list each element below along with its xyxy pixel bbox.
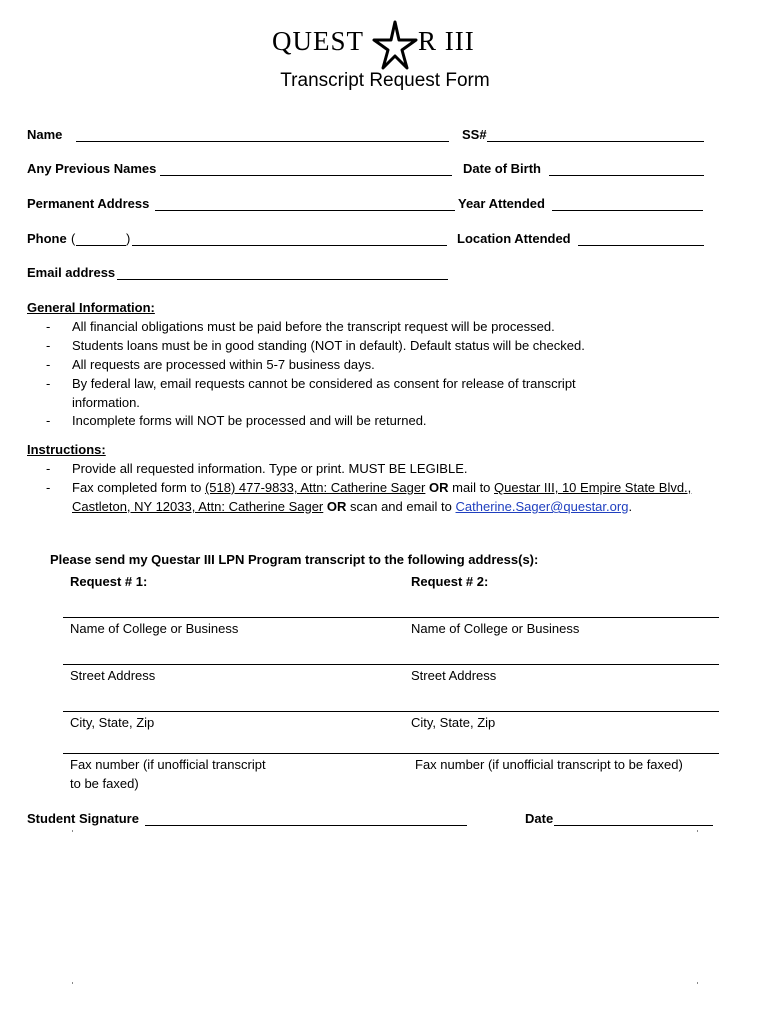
period: . bbox=[628, 499, 633, 514]
area-code-field[interactable] bbox=[76, 245, 126, 246]
instructions-heading: Instructions: bbox=[27, 442, 106, 457]
mail-address-line1: Questar III, 10 Empire State Blvd., bbox=[494, 480, 692, 495]
address-label: Permanent Address bbox=[27, 196, 150, 211]
logo-text-left: QUEST bbox=[272, 26, 364, 56]
city-2-label: City, State, Zip bbox=[411, 715, 496, 730]
questar-logo bbox=[272, 20, 496, 70]
college-1-label: Name of College or Business bbox=[70, 621, 239, 636]
general-info-heading: General Information: bbox=[27, 300, 155, 315]
location-attended-label: Location Attended bbox=[457, 231, 571, 246]
general-item: All requests are processed within 5-7 business days. bbox=[72, 357, 375, 372]
general-item: Incomplete forms will NOT be processed and will be returned. bbox=[72, 413, 427, 428]
request-2-label: Request # 2: bbox=[411, 574, 489, 589]
general-item: By federal law, email requests cannot be considered as consent for release of transcript bbox=[72, 376, 576, 391]
street-1-label: Street Address bbox=[70, 668, 156, 683]
divider bbox=[63, 711, 719, 712]
send-heading: Please send my Questar III LPN Program transcript to the following address(s): bbox=[50, 552, 539, 567]
corner-mark bbox=[72, 830, 73, 832]
divider bbox=[63, 753, 719, 754]
instruction-fax-line bbox=[72, 480, 691, 495]
phone-paren-close: ) bbox=[126, 231, 131, 246]
general-item: Students loans must be in good standing (NOT in default). Default status will be checked. bbox=[72, 338, 585, 353]
previous-names-label: Any Previous Names bbox=[27, 161, 157, 176]
location-attended-field[interactable] bbox=[578, 245, 704, 246]
date-field[interactable] bbox=[554, 825, 713, 826]
general-item-continued: information. bbox=[72, 395, 140, 410]
date-label: Date bbox=[525, 811, 554, 826]
signature-field[interactable] bbox=[145, 825, 467, 826]
email-label: Email address bbox=[27, 265, 116, 280]
email-field[interactable] bbox=[117, 279, 448, 280]
phone-paren-open: ( bbox=[71, 231, 76, 246]
email-link[interactable]: Catherine.Sager@questar.org bbox=[455, 499, 629, 514]
form-title: Transcript Request Form bbox=[280, 70, 490, 91]
year-attended-field[interactable] bbox=[552, 210, 703, 211]
scan-text: scan and email to bbox=[346, 499, 456, 514]
fax-1-label-continued: to be faxed) bbox=[70, 776, 139, 791]
divider bbox=[63, 664, 719, 665]
street-2-label: Street Address bbox=[411, 668, 497, 683]
name-label: Name bbox=[27, 127, 63, 142]
or-text: OR bbox=[326, 499, 347, 514]
or-text: OR bbox=[429, 480, 449, 495]
corner-mark bbox=[697, 982, 698, 984]
name-field[interactable] bbox=[76, 141, 449, 142]
phone-field[interactable] bbox=[132, 245, 447, 246]
fax-number: (518) 477-9833, Attn: Catherine Sager bbox=[204, 480, 426, 495]
instruction-mail-line bbox=[72, 499, 632, 514]
phone-label: Phone bbox=[27, 231, 67, 246]
corner-mark bbox=[72, 982, 73, 984]
year-attended-label: Year Attended bbox=[458, 196, 545, 211]
corner-mark bbox=[697, 830, 698, 832]
college-2-label: Name of College or Business bbox=[411, 621, 580, 636]
dob-label: Date of Birth bbox=[463, 161, 541, 176]
general-item: All financial obligations must be paid before the transcript request will be processed. bbox=[72, 319, 555, 334]
divider bbox=[63, 617, 719, 618]
instruction-item: Provide all requested information. Type or print. MUST BE LEGIBLE. bbox=[72, 461, 468, 476]
request-1-label: Request # 1: bbox=[70, 574, 148, 589]
address-field[interactable] bbox=[155, 210, 455, 211]
fax-1-label: Fax number (if unofficial transcript bbox=[70, 757, 266, 772]
fax-2-label: Fax number (if unofficial transcript to be faxed) bbox=[415, 757, 683, 772]
ss-field[interactable] bbox=[487, 141, 704, 142]
ss-label: SS# bbox=[462, 127, 487, 142]
mail-address-line2: Castleton, NY 12033, Attn: Catherine Sager bbox=[72, 499, 324, 514]
star-icon bbox=[372, 20, 418, 70]
mail-to-text: mail to bbox=[448, 480, 495, 495]
dob-field[interactable] bbox=[549, 175, 704, 176]
signature-label: Student Signature bbox=[27, 811, 139, 826]
city-1-label: City, State, Zip bbox=[70, 715, 155, 730]
previous-names-field[interactable] bbox=[160, 175, 452, 176]
fax-prefix: Fax completed form to bbox=[72, 480, 205, 495]
logo-text-right: R III bbox=[418, 26, 475, 56]
